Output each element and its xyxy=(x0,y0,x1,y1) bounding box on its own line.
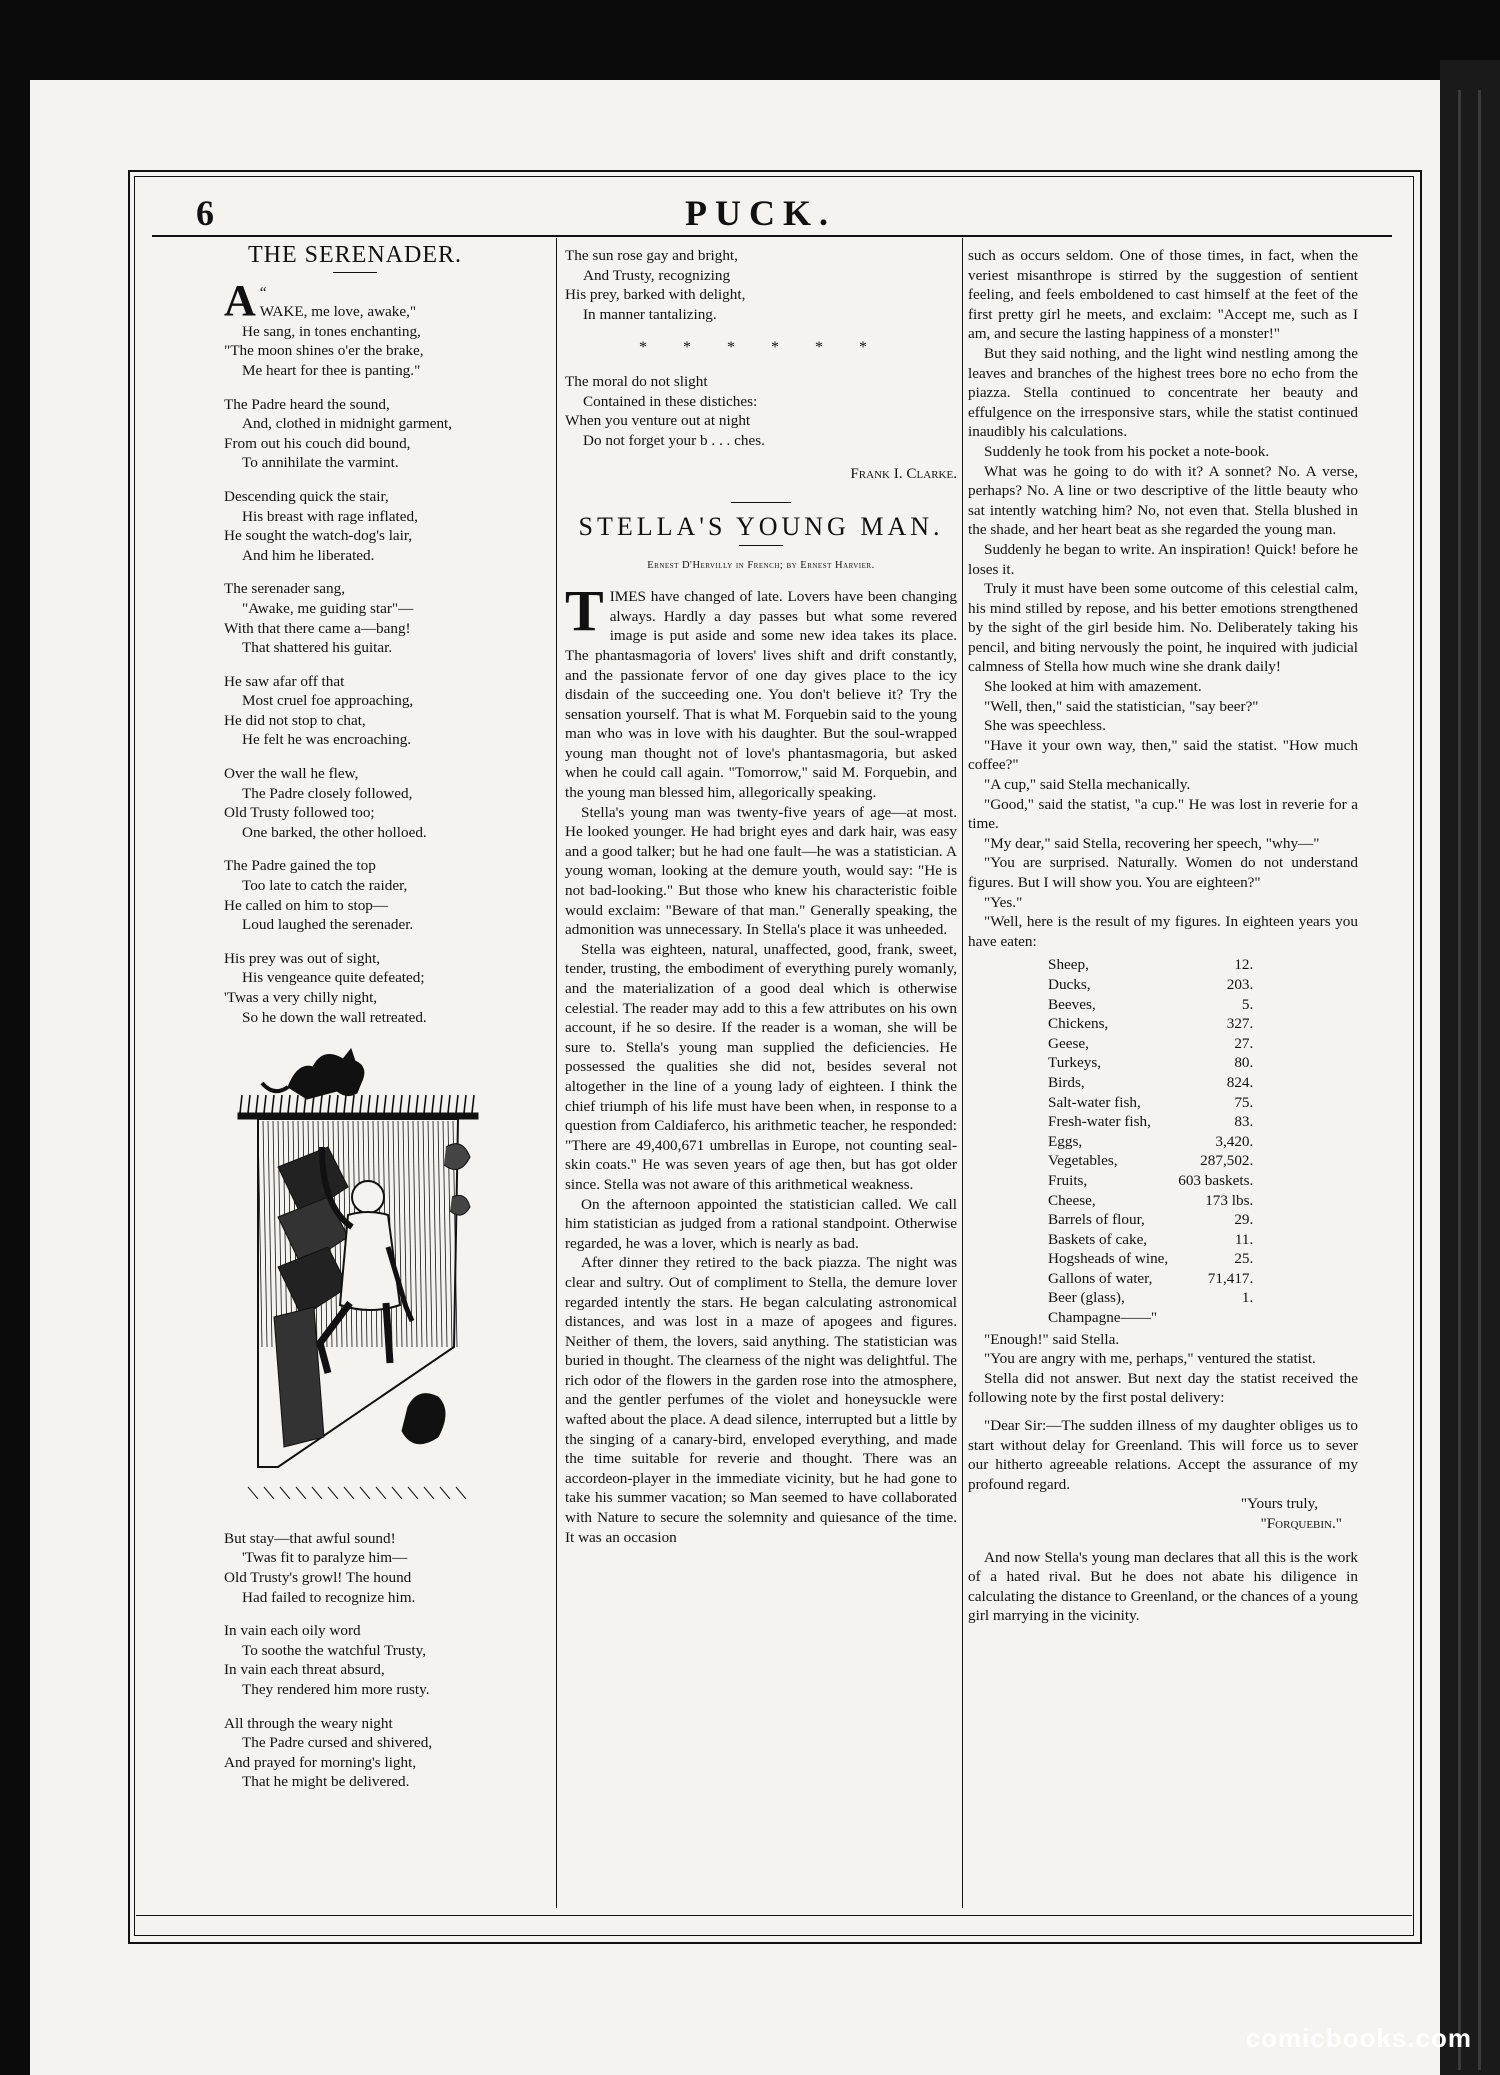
poem-line: Contained in these distiches: xyxy=(583,392,758,410)
poem-signature: Frank I. Clarke. xyxy=(850,465,957,483)
poem-line: The Padre gained the top xyxy=(224,857,376,875)
food-quantity: 75. xyxy=(1234,1093,1254,1111)
poem-stanza xyxy=(224,579,486,657)
poem-stanza xyxy=(224,395,486,473)
food-row xyxy=(1048,995,1253,1015)
story-paragraph xyxy=(565,1195,957,1254)
food-item: Fresh-water fish, xyxy=(1048,1113,1151,1131)
poem-line: He sang, in tones enchanting, xyxy=(242,322,421,340)
poem-line: Loud laughed the serenader. xyxy=(242,916,414,934)
poem-stanza xyxy=(224,1714,486,1792)
poem-line: But stay—that awful sound! xyxy=(224,1529,396,1547)
story-paragraph: "You are angry with me, perhaps," ventured the statist. xyxy=(984,1350,1316,1368)
poem-line: To annihilate the varmint. xyxy=(242,454,399,472)
poem-line: All through the weary night xyxy=(224,1714,393,1732)
poem-line: "The moon shines o'er the brake, xyxy=(224,342,424,360)
food-quantity: 11. xyxy=(1234,1230,1254,1248)
food-item: Geese, xyxy=(1048,1034,1089,1052)
poem-line: Had failed to recognize him. xyxy=(242,1588,416,1606)
story-paragraph: Suddenly he began to write. An inspiration! Quick! before he loses it. xyxy=(968,540,1358,578)
food-row xyxy=(1048,1112,1253,1132)
poem-line: Me heart for thee is panting." xyxy=(242,361,421,379)
food-item: Chickens, xyxy=(1048,1015,1109,1033)
poem-line: He did not stop to chat, xyxy=(224,711,366,729)
drop-cap: T xyxy=(565,578,604,644)
poem-line: That shattered his guitar. xyxy=(242,639,393,657)
page-header xyxy=(140,188,1410,233)
poem-title: THE SERENADER. xyxy=(248,242,462,268)
food-quantity: 203. xyxy=(1226,975,1254,993)
food-item: Baskets of cake, xyxy=(1048,1230,1148,1248)
food-item: Turkeys, xyxy=(1048,1054,1102,1072)
closing-paragraph: And now Stella's young man declares that all this is the work of a hated rival. But he does not abate his diligence in calculating the distance to Greenland, or the chances of a young girl marrying in the vicinity. xyxy=(968,1548,1358,1625)
food-quantity: 824. xyxy=(1226,1073,1254,1091)
poem-line: Descending quick the stair, xyxy=(224,487,389,505)
story-paragraph: "Enough!" said Stella. xyxy=(984,1330,1120,1348)
column-divider xyxy=(962,238,963,1908)
story-byline: Ernest D'Hervilly in French; by Ernest Harvier. xyxy=(647,559,875,571)
story-paragraph: "You are surprised. Naturally. Women do not understand figures. But I will show you. You are eighteen?" xyxy=(968,854,1358,891)
food-quantity: 173 lbs. xyxy=(1205,1191,1254,1209)
title-rule xyxy=(739,545,783,546)
letter-close: "Yours truly, xyxy=(1240,1495,1318,1513)
poem-line: He sought the watch-dog's lair, xyxy=(224,527,413,545)
header-rule xyxy=(152,235,1392,237)
food-item: Champagne——" xyxy=(1048,1309,1158,1327)
paragraph-text: On the afternoon appointed the statistician called. We call him statistician as judged from a rational standpoint. Otherwise regarded, he was a lover, which is nearly as bad. xyxy=(565,1195,957,1252)
food-table xyxy=(1048,955,1253,1327)
poem-line: That he might be delivered. xyxy=(242,1773,410,1791)
food-quantity: 27. xyxy=(1234,1034,1254,1052)
food-row xyxy=(1048,1210,1253,1230)
food-row xyxy=(1048,1093,1253,1113)
food-row xyxy=(1048,1288,1253,1308)
story-paragraph: "Well, then," said the statistician, "say beer?" xyxy=(984,697,1259,715)
poem-stanza xyxy=(565,372,957,450)
poem-line: "Awake, me guiding star"— xyxy=(242,599,414,617)
story-paragraph: such as occurs seldom. One of those times, in fact, when the veriest misanthrope is stirred by the suggestion of sentient feeling, and feels emboldened to cast himself at the feet of the first pretty girl he meets, and exclaim: "Accept me, such as I am, and secure the lasting happiness of a monster!" xyxy=(968,247,1358,343)
poem-line: In vain each threat absurd, xyxy=(224,1661,385,1679)
food-quantity: 3,420. xyxy=(1215,1132,1254,1150)
food-quantity: 80. xyxy=(1234,1054,1254,1072)
poem-line: Old Trusty followed too; xyxy=(224,804,375,822)
poem-stanza xyxy=(224,672,486,750)
binding-spine xyxy=(1440,60,1500,2075)
poem-line: And him he liberated. xyxy=(242,546,375,564)
poem-stanza xyxy=(565,246,957,324)
page-number: 6 xyxy=(196,193,214,233)
story-paragraph: Suddenly he took from his pocket a note-book. xyxy=(984,442,1270,460)
poem-line: His vengeance quite defeated; xyxy=(242,969,425,987)
story-paragraph: "A cup," said Stella mechanically. xyxy=(984,776,1191,794)
food-quantity xyxy=(1168,1308,1253,1328)
poem-line: Most cruel foe approaching, xyxy=(242,692,414,710)
food-row xyxy=(1048,975,1253,995)
section-rule xyxy=(731,502,791,503)
poem-line: From out his couch did bound, xyxy=(224,434,411,452)
food-quantity: 29. xyxy=(1234,1211,1254,1229)
poem-stanza: “ A WAKE, me love, awake," He sang, in tones enchanting, "The moon shines o'er the brake, Me heart for thee is panting." xyxy=(224,283,486,381)
spine-line xyxy=(1478,90,1481,2070)
story-paragraph xyxy=(565,1253,957,1547)
story-paragraph: "My dear," said Stella, recovering her speech, "why—" xyxy=(984,834,1320,852)
poem-line: So he down the wall retreated. xyxy=(242,1008,427,1026)
story-title: STELLA'S YOUNG MAN. xyxy=(578,511,944,541)
food-quantity: 603 baskets. xyxy=(1178,1171,1254,1189)
food-quantity: 1. xyxy=(1241,1289,1254,1307)
column-right xyxy=(968,246,1358,1626)
column-divider xyxy=(556,238,557,1908)
masthead-title: PUCK. xyxy=(685,193,836,233)
story-paragraph: "Good," said the statist, "a cup." He was lost in reverie for a time. xyxy=(968,795,1358,833)
food-item: Beeves, xyxy=(1048,995,1096,1013)
food-row xyxy=(1048,1191,1253,1211)
story-paragraph: "Have it your own way, then," said the statist. "How much coffee?" xyxy=(968,736,1358,774)
story-paragraph: She was speechless. xyxy=(984,717,1106,735)
food-quantity: 25. xyxy=(1234,1250,1254,1268)
food-item: Hogsheads of wine, xyxy=(1048,1250,1169,1268)
food-quantity: 5. xyxy=(1241,995,1254,1013)
poem-line: One barked, the other holloed. xyxy=(242,823,427,841)
food-row xyxy=(1048,1073,1253,1093)
food-item: Eggs, xyxy=(1048,1132,1083,1150)
story-paragraph: "Well, here is the result of my figures. In eighteen years you have eaten: xyxy=(968,913,1358,950)
food-quantity: 287,502. xyxy=(1200,1152,1254,1170)
poem-stanza xyxy=(224,856,486,934)
paragraph-text: IMES have changed of late. Lovers have been changing always. Hardly a day passes but what some revered image is put aside and some new idea takes its place. The phantasmagoria of lovers' lives shift and drift constantly, and the passionate fervor of one day gives place to the icy disdain of the succeeding one. You don't believe it? Try the sensation yourself. That is what M. Forquebin said to the young man who was in love with his daughter. But the soul-wrapped young man thought not of love's phantasmagoria, but asked when he could call again. "Tomorrow," said M. Forquebin, and the young man blessed him, allegorically speaking. xyxy=(565,588,957,802)
poem-line: In vain each oily word xyxy=(224,1622,361,1640)
food-quantity: 327. xyxy=(1226,1015,1254,1033)
food-item: Gallons of water, xyxy=(1048,1269,1153,1287)
poem-line: With that there came a—bang! xyxy=(224,619,411,637)
letter-signature: "Forquebin." xyxy=(1260,1515,1342,1532)
food-quantity: 71,417. xyxy=(1207,1269,1254,1287)
food-item: Vegetables, xyxy=(1048,1152,1118,1170)
poem-line: His prey was out of sight, xyxy=(224,949,381,967)
spine-line xyxy=(1458,90,1461,2070)
scan-background xyxy=(0,0,1500,80)
food-row xyxy=(1048,1171,1253,1191)
poem-line: WAKE, me love, awake," xyxy=(259,303,417,321)
story-paragraph xyxy=(565,578,957,803)
poem-stanza xyxy=(224,487,486,565)
poem-line: 'Twas fit to paralyze him— xyxy=(242,1549,408,1567)
bottom-rule xyxy=(136,1915,1412,1916)
paragraph-text: After dinner they retired to the back piazza. The night was clear and sultry. Out of compliment to Stella, the demure lover regarded intently the stars. He began calculating astronomical distances, and was lost in a maze of apogees and figures. Neither of them, the lovers, said anything. The statistician was buried in thought. The clearness of the night was delightful. The rich odor of the flowers in the garden rose into the atmosphere, and the gentler perfumes of the violet and honeysuckle were wafted about the place. A dead silence, interrupted but a little by the singing of a canary-bird, enveloped everything, and made the time suitable for reverie and thought. There was an accordeon-player in the immediate vicinity, but he had gone to take his summer vacation; so Man seemed to have collaborated with Nature to secure the solemnity and quiesance of the time. It was an occasion xyxy=(565,1254,957,1546)
poem-line: He called on him to stop— xyxy=(224,896,389,914)
poem-line: His breast with rage inflated, xyxy=(242,507,418,525)
poem-line: He saw afar off that xyxy=(224,672,345,690)
poem-line: Over the wall he flew, xyxy=(224,765,359,783)
story-paragraph: Stella did not answer. But next day the statist received the following note by the first postal delivery: xyxy=(968,1369,1358,1407)
poem-line: His prey, barked with delight, xyxy=(565,286,746,304)
poem-line: The moral do not slight xyxy=(565,372,708,390)
poem-line: The sun rose gay and bright, xyxy=(565,247,738,264)
food-row xyxy=(1048,1034,1253,1054)
food-row xyxy=(1048,1132,1253,1152)
story-paragraph: "Yes." xyxy=(984,893,1023,911)
food-quantity: 83. xyxy=(1234,1113,1254,1131)
column-middle xyxy=(565,246,957,1547)
poem-stanza xyxy=(224,1621,486,1699)
food-quantity: 12. xyxy=(1234,956,1254,974)
food-row xyxy=(1048,1308,1253,1328)
food-item: Beer (glass), xyxy=(1048,1289,1125,1307)
story-paragraph: Truly it must have been some outcome of this celestial calm, his mind stilled by repose, and his better emotions strengthened by the sight of the girl beside him. No. Deliberately taking his pencil, and biting nervously the point, he inquired with judicial calmness of Stella how much wine she drank daily! xyxy=(968,580,1358,676)
food-item: Cheese, xyxy=(1048,1191,1096,1209)
paragraph-text: Stella's young man was twenty-five years of age—at most. He looked younger. He had bright eyes and dark hair, was easy and a good talker; but he had one fault—he was a statistician. A young woman, looking at the demure youth, would say: "He is not bad-looking." But those who knew his characteristic foible would exclaim: "Beware of that man." Generally speaking, the admonition was unnecessary. In Stella's place it was unheeded. xyxy=(565,803,957,939)
story-paragraph xyxy=(565,940,957,1195)
poem-stanza xyxy=(224,1529,486,1607)
poem-line: The Padre cursed and shivered, xyxy=(242,1734,433,1752)
poem-line: They rendered him more rusty. xyxy=(242,1680,430,1698)
poem-line: The Padre closely followed, xyxy=(242,784,413,802)
food-row xyxy=(1048,955,1253,975)
poem-line: In manner tantalizing. xyxy=(583,305,717,323)
poem-line: And prayed for morning's light, xyxy=(224,1753,417,1771)
food-item: Barrels of flour, xyxy=(1048,1211,1145,1229)
poem-stanza xyxy=(224,764,486,842)
food-row xyxy=(1048,1230,1253,1250)
column-serenader xyxy=(224,242,486,1806)
poem-line: 'Twas a very chilly night, xyxy=(224,989,378,1006)
food-row xyxy=(1048,1151,1253,1171)
poem-line: Too late to catch the raider, xyxy=(242,877,408,895)
food-item: Sheep, xyxy=(1048,956,1089,974)
food-item: Salt-water fish, xyxy=(1048,1093,1141,1111)
poem-line: To soothe the watchful Trusty, xyxy=(242,1641,426,1659)
watermark: comicbooks.com xyxy=(1245,2023,1472,2053)
poem-line: When you venture out at night xyxy=(565,412,751,430)
drop-cap: A xyxy=(224,275,256,325)
poem-line: The serenader sang, xyxy=(224,580,346,598)
story-paragraph: What was he going to do with it? A sonnet? No. A verse, perhaps? No. A line or two descriptive of the little beauty who sat intently watching him? No, not even that. Stella blushed in the shade, and her heart beat as she regarded the young man. xyxy=(968,462,1358,539)
food-item: Birds, xyxy=(1048,1073,1085,1091)
poem-line: Old Trusty's growl! The hound xyxy=(224,1568,412,1586)
poem-line: Do not forget your b . . . ches. xyxy=(583,431,765,449)
poem-line: And, clothed in midnight garment, xyxy=(242,415,453,433)
poem-line: The Padre heard the sound, xyxy=(224,395,390,413)
section-stars: * * * * * * xyxy=(639,339,883,357)
food-row xyxy=(1048,1053,1253,1073)
poem-stanza xyxy=(224,949,486,1027)
letter-body: "Dear Sir:—The sudden illness of my daughter obliges us to start without delay for Greenland. This will force us to sever our hitherto agreeable relations. Accept the assurance of my profound regard. xyxy=(968,1417,1358,1493)
title-rule xyxy=(333,272,377,273)
poem-line: He felt he was encroaching. xyxy=(242,731,412,749)
paragraph-text: Stella was eighteen, natural, unaffected, good, frank, sweet, tender, trusting, the embodiment of everything purely womanly, and the materialization of a good deal which is otherwise celestial. The reader may add to this a few attributes on his own account, if he so desire. If the reader is a woman, she will be sure to. Stella's young man supplied the deficiencies. He possessed the qualities she did not, besides several not altogether in the line of a young lady of eighteen. I think the chief triumph of his life must have been when, in response to a question from Caldiaferco, his arithmetic teacher, he responded: "There are 49,400,671 umbrellas in Europe, not counting seal-skin coats." He was seven years of age then, but has got older since. Stella was not aware of this arithmetical weakness. xyxy=(565,940,957,1193)
food-row xyxy=(1048,1014,1253,1034)
story-paragraph xyxy=(565,803,957,940)
food-row xyxy=(1048,1269,1253,1289)
food-item: Ducks, xyxy=(1048,975,1091,993)
story-paragraph: But they said nothing, and the light wind nestling among the leaves and branches of the highest trees bore no echo from the piazza. Stella continued to concentrate her beauty and effulgence on the irresponsive stars, while the statist continued inaudibly his calculations. xyxy=(968,344,1358,441)
poem-line: And Trusty, recognizing xyxy=(583,266,731,284)
story-paragraph: She looked at him with amazement. xyxy=(984,678,1202,696)
food-row xyxy=(1048,1249,1253,1269)
serenader-illustration xyxy=(218,1047,480,1507)
food-item: Fruits, xyxy=(1048,1171,1088,1189)
